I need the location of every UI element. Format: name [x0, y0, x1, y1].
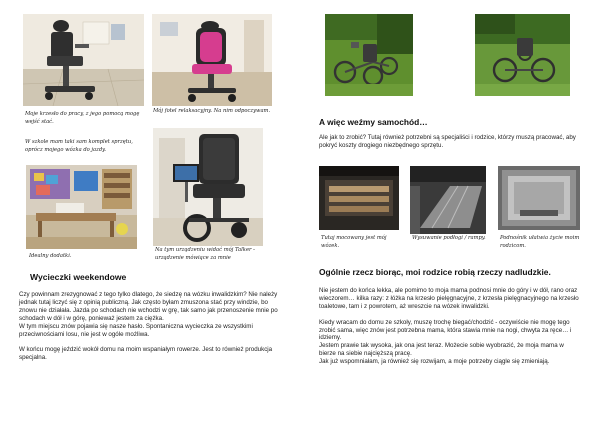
caption-ramp-mid: Wysuwanie podłogi / rampy. [412, 235, 486, 241]
photo-car-lift [498, 166, 580, 230]
caption-talker: Na tym urządzeniu widać mój Talker - urządzenie mówiące za mnie [155, 247, 255, 261]
car-text: Ale jak to zrobić? Tutaj również potrzebni są specjaliści i rodzice, którzy muszą pracować, aby pokryć koszty drogiego niezbędnego sprzętu. [319, 134, 576, 149]
general-paragraph-3: Jestem prawie tak wysoka, jak ona jest teraz. Możecie sobie wyobrazić, że moja mama w bierze na siebie najcięższą pracę. [319, 342, 564, 358]
weekend-paragraph-3: W końcu mogę jeździć wokół domu na moim wspaniałym rowerze. Jest to również produkcja specjalna. [19, 346, 273, 362]
photo-work-chair [23, 14, 144, 106]
weekend-paragraph-1: Czy powinnam zrezygnować z tego tylko dlatego, że siedzę na wózku inwalidzkim? Nie należy jednak tutaj liczyć się z opinią publiczną. Jak często byłam zmuszona stać przy windzie, bo znowu nie działała. Jazda po schodach nie wchodzi w grę, tak samo jak przenoszenie mnie po schodach w dół i w górę, ponieważ jestem za ciężka. [19, 291, 278, 322]
photo-talker [153, 128, 263, 246]
photo-tricycle-2 [475, 14, 570, 96]
general-paragraph-1: Nie jestem do końca lekka, ale pomimo to moja mama podnosi mnie do góry i w dół, rano oraz wieczorem… kilka razy: z łóżka na krzesło pielęgnacyjne, z krzesła pielęgnacyjnego na krzesło toaletowe, tam i z powrotem, aż wreszcie na wózek inwalidzki. [319, 287, 579, 310]
right-page [300, 0, 600, 424]
caption-ramp-left: Tutaj mocowany jest mój wózek. [321, 235, 387, 249]
section-title-car: A więc weźmy samochód… [319, 117, 428, 127]
general-body [319, 287, 581, 366]
caption-room: Idealny dodatki. [29, 253, 72, 259]
photo-room [26, 165, 137, 249]
weekend-body [19, 291, 281, 370]
general-paragraph-4: Jak już wspomniałam, ja również się rozwijam, a moje potrzeby ciągle się zmieniają. [319, 358, 550, 366]
section-title-general: Ogólnie rzecz biorąc, moi rodzice robią rzeczy nadludzkie. [319, 267, 551, 277]
caption-relax-chair: Mój fotel relaksacyjny. Na nim odpoczywam. [153, 108, 271, 114]
caption-school-note: W szkole mam taki sam komplet sprzętu, oprócz mojego wózka do jazdy. [25, 139, 133, 153]
photo-car-ramp [410, 166, 486, 234]
caption-lift: Podnośnik ułatwia życie moim rodzicom. [500, 235, 580, 249]
general-paragraph-2: Kiedy wracam do domu ze szkoły, muszę trochę biegać/chodzić - oczywiście nie mogę tego zrobić sama, więc znów jest potrzebna mama, która stawia mnie na nogi, chwyta za ręce… i idziemy. [319, 318, 572, 342]
photo-tricycle-1 [325, 14, 413, 96]
photo-relax-chair [152, 14, 272, 106]
weekend-paragraph-2: W tym miejscu znów pojawia się nasze hasło. Spontaniczna wycieczka ze wszystkimi przeciwnościami losu, nie jest w ogóle możliwa. [19, 322, 253, 338]
photo-car-mount [319, 166, 399, 230]
section-title-weekend: Wycieczki weekendowe [30, 272, 127, 282]
caption-work-chair: Moje krzesło do pracy, z jego pomocą mogę wejść stać. [25, 111, 140, 125]
